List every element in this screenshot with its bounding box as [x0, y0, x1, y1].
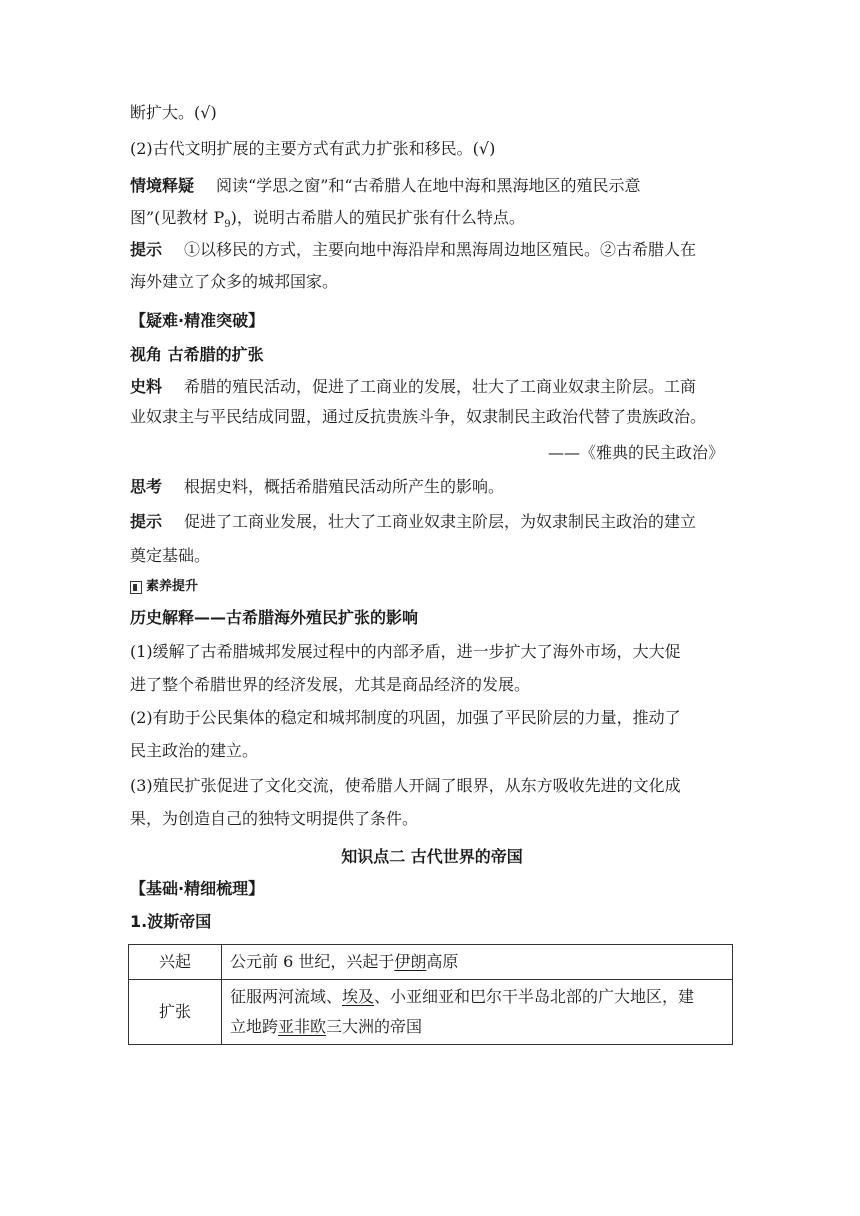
text-line: (3)殖民扩张促进了文化交流，使希腊人开阔了眼界，从东方吸收先进的文化成	[130, 776, 681, 795]
text-line	[130, 574, 198, 602]
row-body	[222, 945, 733, 980]
table-row	[129, 945, 733, 980]
text-span: 阅读“学思之窗”和“古希腊人在地中海和黑海地区的殖民示意	[216, 176, 641, 195]
text-line	[130, 173, 641, 199]
subscript: 9	[224, 219, 231, 231]
persian-empire-table	[128, 944, 733, 1045]
text-line	[130, 237, 696, 263]
section-heading: 【基础·精细梳理】	[130, 879, 265, 898]
label-think: 思考	[130, 477, 163, 496]
text-line: (2)古代文明扩展的主要方式有武力扩张和移民。(√)	[130, 139, 496, 158]
row-head: 扩张	[129, 980, 222, 1045]
knowledge-point-title: 知识点二 古代世界的帝国	[341, 847, 523, 866]
citation: ——《雅典的民主政治》	[547, 443, 724, 462]
subheading: 历史解释——古希腊海外殖民扩张的影响	[130, 608, 419, 627]
text-line	[130, 474, 504, 500]
badge-icon	[130, 581, 142, 594]
label-situation: 情境释疑	[130, 176, 195, 195]
text-span: 三大洲的帝国	[326, 1017, 423, 1036]
badge-label: 素养提升	[146, 579, 199, 594]
text-span: 、小亚细亚和巴尔干半岛北部的广大地区，建	[374, 987, 695, 1006]
text-line: (2)有助于公民集体的稳定和城邦制度的巩固，加强了平民阶层的力量，推动了	[130, 708, 681, 727]
section-heading: 【疑难·精准突破】	[130, 311, 265, 330]
text-span: 希腊的殖民活动，促进了工商业的发展，壮大了工商业奴隶主阶层。工商	[184, 377, 697, 396]
text-line: 进了整个希腊世界的经济发展，尤其是商品经济的发展。	[130, 675, 531, 694]
text-span: 立地跨	[230, 1017, 279, 1036]
text-line: 业奴隶主与平民结成同盟，通过反抗贵族斗争，奴隶制民主政治代替了贵族政治。	[130, 407, 707, 426]
text-line	[130, 205, 525, 238]
text-span: 征服两河流域、	[230, 987, 343, 1006]
table-row	[129, 980, 733, 1045]
text-line: 奠定基础。	[130, 546, 211, 565]
underlined-term: 伊朗	[394, 952, 427, 971]
text-line	[130, 509, 696, 535]
row-head: 兴起	[129, 945, 222, 980]
text-line: 断扩大。(√)	[130, 103, 217, 122]
text-span: 根据史料，概括希腊殖民活动所产生的影响。	[184, 477, 505, 496]
text-span: 图”(见教材 P	[130, 208, 225, 227]
label-hint: 提示	[130, 240, 163, 259]
subheading: 1.波斯帝国	[130, 912, 212, 931]
text-line	[130, 374, 696, 400]
text-line: 果，为创造自己的独特文明提供了条件。	[130, 809, 419, 828]
label-source: 史料	[130, 377, 163, 396]
text-span: )，说明古希腊人的殖民扩张有什么特点。	[230, 208, 525, 227]
text-span: 高原	[426, 952, 459, 971]
text-line: 民主政治的建立。	[130, 741, 259, 760]
text-span: 公元前 6 世纪，兴起于	[230, 952, 395, 971]
underlined-term: 埃及	[342, 987, 375, 1006]
literacy-badge	[130, 574, 198, 600]
text-span: ①以移民的方式，主要向地中海沿岸和黑海周边地区殖民。②古希腊人在	[184, 240, 697, 259]
text-line: 海外建立了众多的城邦国家。	[130, 272, 339, 291]
underlined-term: 亚非欧	[278, 1017, 327, 1036]
subheading: 视角 古希腊的扩张	[130, 345, 264, 364]
text-span: 促进了工商业发展，壮大了工商业奴隶主阶层，为奴隶制民主政治的建立	[184, 512, 697, 531]
text-line: (1)缓解了古希腊城邦发展过程中的内部矛盾，进一步扩大了海外市场，大大促	[130, 642, 681, 661]
row-body	[222, 980, 733, 1045]
label-hint: 提示	[130, 512, 163, 531]
